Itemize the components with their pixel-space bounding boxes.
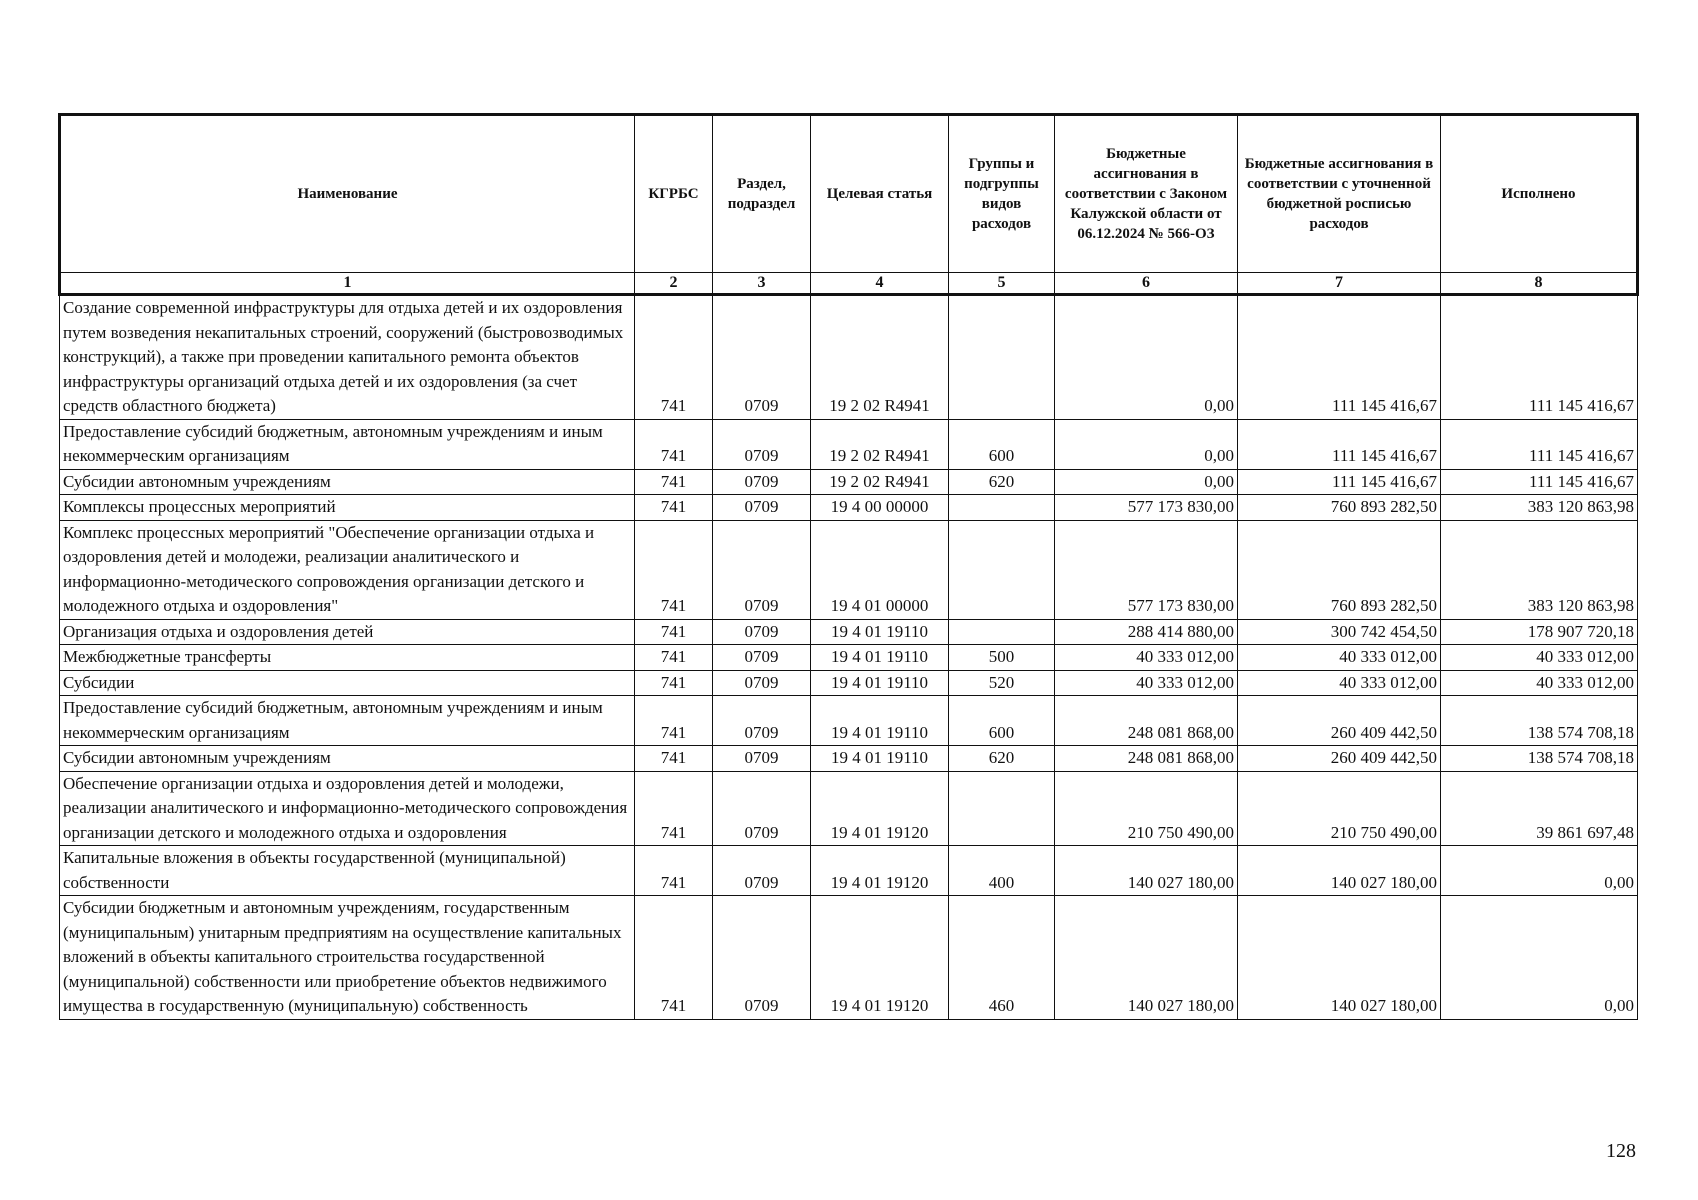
row-target-article: 19 4 01 19110 <box>811 746 949 772</box>
header-target-article: Целевая статья <box>811 115 949 273</box>
column-number: 8 <box>1441 273 1638 295</box>
row-name: Субсидии автономным учреждениям <box>60 469 635 495</box>
row-target-article: 19 4 01 19110 <box>811 696 949 746</box>
table-row <box>60 645 1638 671</box>
row-kgrbs: 741 <box>635 645 713 671</box>
row-executed: 138 574 708,18 <box>1441 746 1638 772</box>
row-refined-allocation: 760 893 282,50 <box>1238 495 1441 521</box>
row-kgrbs: 741 <box>635 846 713 896</box>
row-expense-group <box>949 295 1055 420</box>
row-kgrbs: 741 <box>635 670 713 696</box>
row-law-allocation: 248 081 868,00 <box>1055 696 1238 746</box>
row-razdel: 0709 <box>713 645 811 671</box>
row-executed: 383 120 863,98 <box>1441 520 1638 619</box>
row-razdel: 0709 <box>713 469 811 495</box>
row-executed: 39 861 697,48 <box>1441 771 1638 846</box>
table-row <box>60 495 1638 521</box>
row-target-article: 19 4 01 19110 <box>811 645 949 671</box>
header-refined-allocations: Бюджетные ассигнования в соответствии с уточненной бюджетной росписью расходов <box>1238 115 1441 273</box>
column-number: 4 <box>811 273 949 295</box>
row-refined-allocation: 140 027 180,00 <box>1238 896 1441 1020</box>
row-razdel: 0709 <box>713 495 811 521</box>
row-expense-group <box>949 771 1055 846</box>
row-target-article: 19 4 01 19110 <box>811 670 949 696</box>
row-name: Капитальные вложения в объекты государственной (муниципальной) собственности <box>60 846 635 896</box>
column-number: 6 <box>1055 273 1238 295</box>
budget-table <box>58 113 1639 1020</box>
row-razdel: 0709 <box>713 771 811 846</box>
row-kgrbs: 741 <box>635 295 713 420</box>
row-kgrbs: 741 <box>635 419 713 469</box>
row-target-article: 19 2 02 R4941 <box>811 295 949 420</box>
row-razdel: 0709 <box>713 896 811 1020</box>
budget-table-sheet <box>58 113 1636 1020</box>
row-name: Предоставление субсидий бюджетным, автономным учреждениям и иным некоммерческим организациям <box>60 696 635 746</box>
header-expense-groups: Группы и подгруппы видов расходов <box>949 115 1055 273</box>
header-razdel: Раздел, подраздел <box>713 115 811 273</box>
row-razdel: 0709 <box>713 696 811 746</box>
header-law-allocations: Бюджетные ассигнования в соответствии с Законом Калужской области от 06.12.2024 № 566-ОЗ <box>1055 115 1238 273</box>
table-body <box>60 295 1638 1020</box>
row-expense-group: 600 <box>949 419 1055 469</box>
row-expense-group: 600 <box>949 696 1055 746</box>
column-number: 5 <box>949 273 1055 295</box>
row-target-article: 19 4 01 19120 <box>811 846 949 896</box>
row-refined-allocation: 40 333 012,00 <box>1238 670 1441 696</box>
row-law-allocation: 0,00 <box>1055 419 1238 469</box>
row-executed: 178 907 720,18 <box>1441 619 1638 645</box>
table-row <box>60 896 1638 1020</box>
row-refined-allocation: 40 333 012,00 <box>1238 645 1441 671</box>
row-kgrbs: 741 <box>635 896 713 1020</box>
header-row <box>60 115 1638 273</box>
row-name: Создание современной инфраструктуры для отдыха детей и их оздоровления путем возведения некапитальных строений, сооружений (быстровозводимых конструкций), а также при проведении капитального ремонта объектов инфраструктуры организаций отдыха детей и их оздоровления (за счет средств областного бюджета) <box>60 295 635 420</box>
row-name: Обеспечение организации отдыха и оздоровления детей и молодежи, реализации аналитического и информационно-методического сопровождения организации детского и молодежного отдыха и оздоровления <box>60 771 635 846</box>
row-law-allocation: 288 414 880,00 <box>1055 619 1238 645</box>
column-number: 1 <box>60 273 635 295</box>
row-executed: 111 145 416,67 <box>1441 295 1638 420</box>
row-name: Субсидии бюджетным и автономным учреждениям, государственным (муниципальным) унитарным предприятиям на осуществление капитальных вложений в объекты капитального строительства государственной (муниципальной) собственности или приобретение объектов недвижимого имущества в государственную (муниципальную) собственность <box>60 896 635 1020</box>
row-executed: 111 145 416,67 <box>1441 469 1638 495</box>
header-executed: Исполнено <box>1441 115 1638 273</box>
row-razdel: 0709 <box>713 619 811 645</box>
row-executed: 40 333 012,00 <box>1441 645 1638 671</box>
row-name: Комплекс процессных мероприятий "Обеспечение организации отдыха и оздоровления детей и молодежи, реализации аналитического и информационно-методического сопровождения организации детского и молодежного отдыха и оздоровления" <box>60 520 635 619</box>
row-expense-group: 620 <box>949 746 1055 772</box>
row-target-article: 19 4 01 19120 <box>811 896 949 1020</box>
row-kgrbs: 741 <box>635 520 713 619</box>
row-executed: 0,00 <box>1441 846 1638 896</box>
row-expense-group <box>949 495 1055 521</box>
row-refined-allocation: 760 893 282,50 <box>1238 520 1441 619</box>
row-law-allocation: 140 027 180,00 <box>1055 846 1238 896</box>
table-row <box>60 746 1638 772</box>
row-law-allocation: 140 027 180,00 <box>1055 896 1238 1020</box>
row-refined-allocation: 260 409 442,50 <box>1238 746 1441 772</box>
row-expense-group: 500 <box>949 645 1055 671</box>
row-refined-allocation: 140 027 180,00 <box>1238 846 1441 896</box>
table-row <box>60 419 1638 469</box>
table-row <box>60 846 1638 896</box>
row-refined-allocation: 260 409 442,50 <box>1238 696 1441 746</box>
row-razdel: 0709 <box>713 520 811 619</box>
row-executed: 138 574 708,18 <box>1441 696 1638 746</box>
row-law-allocation: 0,00 <box>1055 469 1238 495</box>
row-law-allocation: 0,00 <box>1055 295 1238 420</box>
row-expense-group <box>949 619 1055 645</box>
row-target-article: 19 2 02 R4941 <box>811 419 949 469</box>
row-name: Организация отдыха и оздоровления детей <box>60 619 635 645</box>
row-target-article: 19 4 00 00000 <box>811 495 949 521</box>
table-row <box>60 670 1638 696</box>
column-number: 3 <box>713 273 811 295</box>
row-refined-allocation: 210 750 490,00 <box>1238 771 1441 846</box>
table-row <box>60 469 1638 495</box>
row-refined-allocation: 111 145 416,67 <box>1238 295 1441 420</box>
table-row <box>60 696 1638 746</box>
header-kgrbs: КГРБС <box>635 115 713 273</box>
row-target-article: 19 2 02 R4941 <box>811 469 949 495</box>
table-row <box>60 295 1638 420</box>
row-expense-group <box>949 520 1055 619</box>
row-target-article: 19 4 01 19120 <box>811 771 949 846</box>
row-kgrbs: 741 <box>635 746 713 772</box>
row-kgrbs: 741 <box>635 495 713 521</box>
header-name: Наименование <box>60 115 635 273</box>
row-kgrbs: 741 <box>635 469 713 495</box>
row-name: Субсидии <box>60 670 635 696</box>
row-target-article: 19 4 01 00000 <box>811 520 949 619</box>
row-executed: 383 120 863,98 <box>1441 495 1638 521</box>
row-executed: 111 145 416,67 <box>1441 419 1638 469</box>
row-law-allocation: 40 333 012,00 <box>1055 645 1238 671</box>
table-row <box>60 520 1638 619</box>
row-kgrbs: 741 <box>635 771 713 846</box>
row-executed: 0,00 <box>1441 896 1638 1020</box>
column-number: 2 <box>635 273 713 295</box>
row-kgrbs: 741 <box>635 619 713 645</box>
row-target-article: 19 4 01 19110 <box>811 619 949 645</box>
row-name: Субсидии автономным учреждениям <box>60 746 635 772</box>
row-razdel: 0709 <box>713 746 811 772</box>
row-name: Межбюджетные трансферты <box>60 645 635 671</box>
row-refined-allocation: 111 145 416,67 <box>1238 469 1441 495</box>
row-expense-group: 460 <box>949 896 1055 1020</box>
row-executed: 40 333 012,00 <box>1441 670 1638 696</box>
row-kgrbs: 741 <box>635 696 713 746</box>
row-law-allocation: 40 333 012,00 <box>1055 670 1238 696</box>
row-refined-allocation: 300 742 454,50 <box>1238 619 1441 645</box>
row-expense-group: 400 <box>949 846 1055 896</box>
row-razdel: 0709 <box>713 670 811 696</box>
column-number-row <box>60 273 1638 295</box>
table-row <box>60 771 1638 846</box>
row-law-allocation: 577 173 830,00 <box>1055 520 1238 619</box>
table-row <box>60 619 1638 645</box>
row-law-allocation: 210 750 490,00 <box>1055 771 1238 846</box>
page-number: 128 <box>1606 1140 1636 1162</box>
row-razdel: 0709 <box>713 846 811 896</box>
row-razdel: 0709 <box>713 295 811 420</box>
row-name: Комплексы процессных мероприятий <box>60 495 635 521</box>
row-razdel: 0709 <box>713 419 811 469</box>
row-law-allocation: 577 173 830,00 <box>1055 495 1238 521</box>
row-name: Предоставление субсидий бюджетным, автономным учреждениям и иным некоммерческим организациям <box>60 419 635 469</box>
row-expense-group: 520 <box>949 670 1055 696</box>
row-law-allocation: 248 081 868,00 <box>1055 746 1238 772</box>
column-number: 7 <box>1238 273 1441 295</box>
row-refined-allocation: 111 145 416,67 <box>1238 419 1441 469</box>
row-expense-group: 620 <box>949 469 1055 495</box>
